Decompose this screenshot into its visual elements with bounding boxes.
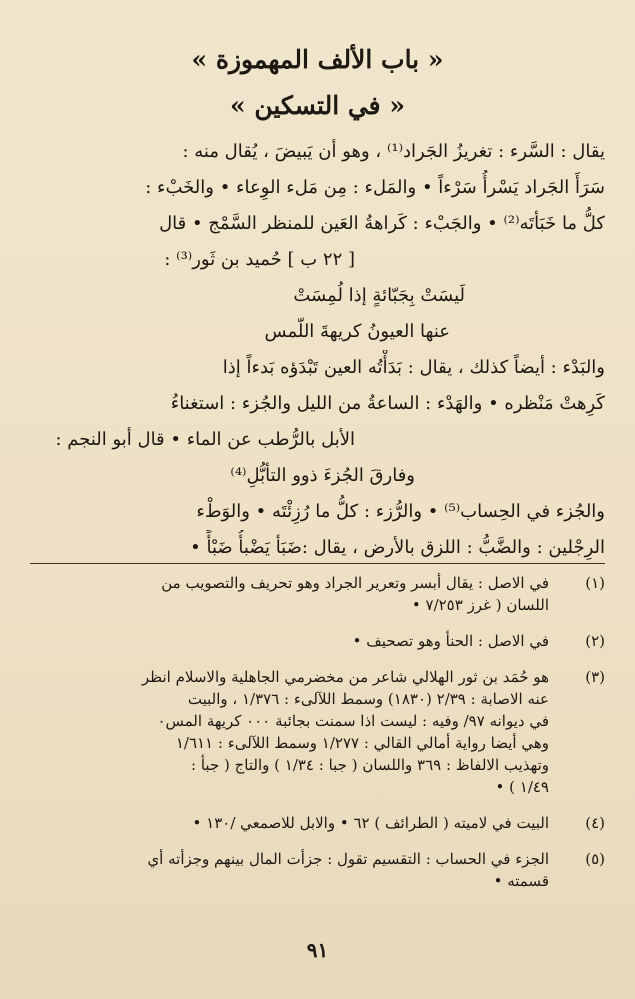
footnote-line: ١/٤٩ ) •	[495, 778, 549, 796]
footnote-line: اللسان ( غرز ٧/٢٥٣ •	[411, 596, 549, 614]
section-subtitle: « في التسكين »	[230, 91, 405, 120]
page-number: ٩١	[306, 938, 329, 962]
footnotes	[25, 572, 605, 906]
footnote-number: (٢)	[585, 632, 605, 650]
text-line: والبَدْء : أيضاً كذلك ، يقال : بَدَأْتُه العين تَبْدَؤه بَدءاً إذا	[222, 357, 605, 378]
footnote	[25, 572, 605, 616]
footnote-number: (٣)	[585, 668, 605, 686]
footnote-line: الجزء في الحساب : التقسيم تقول : جزأت المال بينهم وجزأته أي	[147, 850, 549, 868]
main-text	[25, 134, 605, 566]
footnote-number: (١)	[585, 574, 605, 592]
text-line: كَرِهتْ مَنْظره • والهَدْء : الساعةُ من الليل والجُزء : استغناءُ	[170, 393, 605, 414]
footnote-line: هو حُمَد بن ثور الهلالي شاعر من مخضرمي الجاهلية والاسلام انظر	[141, 668, 549, 686]
text-line: والجُزء في الحِساب⁽⁵⁾ • والرُّزء : كلُّ ما رُزِئْتَه • والوَطْء	[196, 501, 605, 522]
footnote-number: (٤)	[585, 814, 605, 832]
verse-line: وفارقَ الجُزءَ ذوو التأبُّلِ⁽⁴⁾	[230, 465, 415, 486]
footnote-line: قسمته •	[493, 872, 549, 890]
verse-hemistich-first: لَيسَتْ بِجَبّائةٍ إذا لُمِسَتْ	[293, 285, 465, 306]
footnote-text	[25, 666, 549, 798]
footnote	[25, 630, 605, 652]
footnote-line: في الاصل : الحنأ وهو تصحيف •	[352, 632, 549, 650]
footnote	[25, 666, 605, 798]
footnote-divider	[30, 563, 605, 564]
text-line: كلُّ ما خَبَأتَه⁽²⁾ • والجَبْء : كَراهةُ العَين للمنظر السَّمْج • قال	[159, 213, 605, 234]
footnote-text	[25, 848, 549, 892]
footnote-text	[25, 630, 549, 652]
footnote-text	[25, 812, 549, 834]
footnote-line: عنه الاصابة : ٢/٣٩ (١٨٣٠) وسمط اللآلىء : ١/٣٧٦ ، والبيت	[187, 690, 549, 708]
footnote-line: البيت في لاميته ( الطرائف ) ٦٢ • والابل للاصمعي /١٣٠ •	[192, 814, 549, 832]
text-line: [ ٢٢ ب ] حُميد بن ثَور⁽³⁾ :	[164, 249, 355, 270]
chapter-title: « باب الألف المهموزة »	[191, 45, 444, 74]
footnote-line: في الاصل : يقال أبسر وتعرير الجراد وهو تحريف والتصويب من	[161, 574, 549, 592]
text-line: يقال : السَّرء : تغريزُ الجَراد⁽¹⁾ ، وهو أن يَبيضَ ، يُقال منه :	[182, 141, 605, 162]
text-line: الرِجْلين : والضَّبُّ : اللزق بالأرض ، يقال :ضَبَأ يَضْبأُ ضَبْأً •	[190, 537, 605, 558]
footnote-line: وهي أيضا رواية أمالي القالي : ١/٢٧٧ وسمط اللآلىء : ١/٦١١	[175, 734, 549, 752]
footnote-line: وتهذيب الالفاظ : ٣٦٩ واللسان ( جبا : ١/٣٤ ) والتاج ( جبأ :	[191, 756, 549, 774]
footnote-number: (٥)	[585, 850, 605, 868]
text-line: الأبل بالرُّطب عن الماء • قال أبو النجم :	[55, 429, 355, 450]
verse-hemistich-second: عنها العيونُ كريهةَ اللّمس	[264, 321, 450, 342]
footnote	[25, 812, 605, 834]
footnote-line: في ديوانه ٩٧/ وفيه : ليست اذا سمنت بجائبة ٠٠٠ كريهة المس٠	[157, 712, 549, 730]
footnote-text	[25, 572, 549, 616]
text-line: سَرَأَ الجَراد يَسْرأُ سَرْءاً • والمَلء : مِن مَلء الوِعاء • والخَبْء :	[145, 177, 605, 198]
footnote	[25, 848, 605, 892]
